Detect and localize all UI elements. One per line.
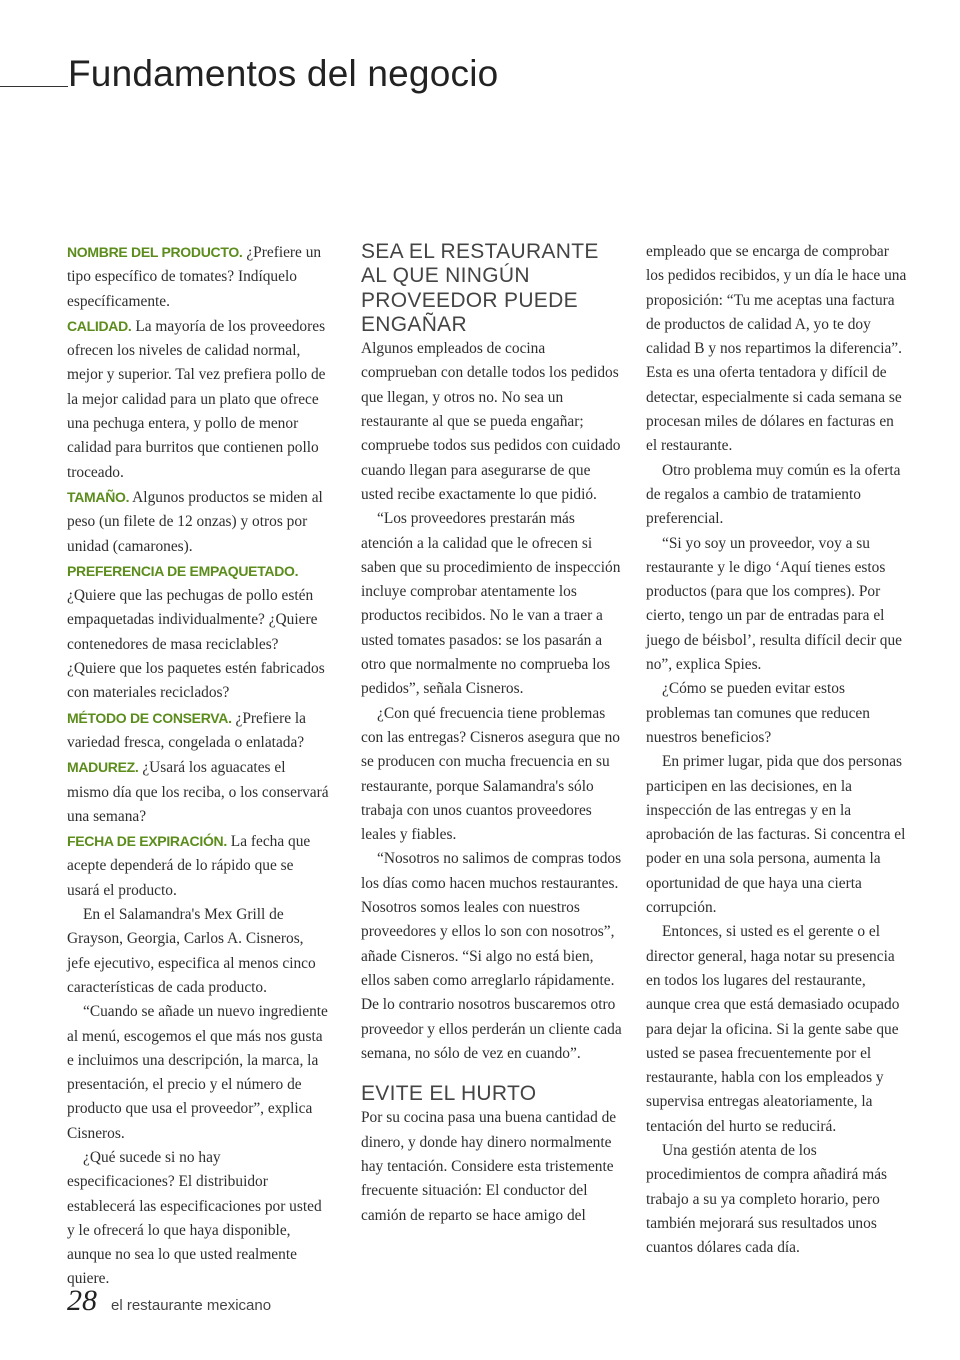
subheading-hurto: EVITE EL HURTO bbox=[361, 1082, 537, 1106]
spec-text: ¿Prefiere la variedad fresca, congelada o enlatada? bbox=[67, 709, 307, 751]
spec-text: ¿Quiere que las pechugas de pollo estén empaquetadas individualmente? ¿Quiere contenedores de masa reciclables? ¿Quiere que los paquetes estén fabricados con materiales reciclados? bbox=[67, 587, 325, 702]
spec-text: La fecha que acepte dependerá de lo rápido que se usará el producto. bbox=[67, 833, 311, 899]
spec-keyword: MADUREZ. bbox=[67, 759, 139, 776]
spec-text: ¿Prefiere un tipo específico de tomates? Indíquelo específicamente. bbox=[67, 244, 322, 310]
spec-keyword: NOMBRE DEL PRODUCTO. bbox=[67, 244, 243, 260]
body-paragraph: Por su cocina pasa una buena cantidad de dinero, y donde hay dinero normalmente hay tentación. Considere esta tristemente frecuente situación: El conductor del camión de reparto se hace amigo del bbox=[361, 1109, 617, 1224]
body-paragraph: ¿Qué sucede si no hay especificaciones? El distribuidor establecerá las especificaciones por usted y le ofrecerá lo que haya disponible, aunque no sea lo que usted realmente quiere. bbox=[67, 1148, 322, 1288]
spec-keyword: FECHA DE EXPIRACIÓN. bbox=[67, 833, 227, 850]
body-paragraph: ¿Cómo se pueden evitar estos problemas tan comunes que reducen nuestros beneficios? bbox=[646, 680, 870, 746]
spec-text: Algunos productos se miden al peso (un filete de 12 onzas) y otros por unidad (camarones). bbox=[67, 488, 323, 555]
spec-keyword: PREFERENCIA DE EMPAQUETADO. bbox=[67, 562, 299, 579]
body-paragraph: Algunos empleados de cocina comprueban con detalle todos los pedidos que llegan, y otros no. No sea un restaurante al que se pueda engañar; compruebe todos sus pedidos con cuidado cuando llegan para asegurarse de que usted recibe exactamente lo que pidió. bbox=[361, 340, 621, 503]
subheading-proveedor: SEA EL RESTAURANTE AL QUE NINGÚN PROVEEDOR PUEDE ENGAÑAR bbox=[361, 240, 599, 336]
body-paragraph: En el Salamandra's Mex Grill de Grayson, Georgia, Carlos A. Cisneros, jefe ejecutivo, especifica al menos cinco características de cada producto. bbox=[67, 906, 316, 996]
body-paragraph: Entonces, si usted es el gerente o el director general, haga notar su presencia en todos los lugares del restaurante, aunque crea que está demasiado ocupado para dejar la oficina. Si la gente sabe que usted se pasea frecuentemente por el restaurante, habla con los empleados y supervisa entregas aleatoriamente, la tentación del hurto se reducirá. bbox=[646, 923, 900, 1135]
spec-text: La mayoría de los proveedores ofrecen los niveles de calidad normal, mejor y superior. Tal vez prefiera pollo de la mejor calidad para un plato que ofrece una pechuga entera, y pollo de menor calidad para burritos que contienen pollo troceado. bbox=[67, 317, 326, 481]
spec-item bbox=[67, 314, 329, 485]
spec-keyword: MÉTODO DE CONSERVA. bbox=[67, 709, 232, 726]
body-paragraph: “Cuando se añade un nuevo ingrediente al menú, escogemos el que más nos gusta e incluimos una descripción, la marca, la presentación, el precio y el número de producto que usa el proveedor”, explica Cisneros. bbox=[67, 1003, 328, 1142]
spec-keyword: TAMAÑO. bbox=[67, 488, 130, 505]
spec-item bbox=[67, 829, 329, 903]
column-2 bbox=[361, 240, 625, 1228]
spec-item bbox=[67, 485, 329, 559]
spec-item bbox=[67, 706, 329, 756]
publication-name: el restaurante mexicano bbox=[111, 1297, 272, 1314]
spec-item bbox=[67, 240, 329, 314]
body-paragraph: empleado que se encarga de comprobar los pedidos recibidos, y un día le hace una proposición: “Tu me aceptas una factura de productos de calidad A, yo te doy calidad B y nos repartimos la diferencia”. Esta es una oferta tentadora y difícil de detectar, especialmente si cada semana se procesan miles de dólares en facturas en el restaurante. bbox=[646, 243, 907, 455]
section-title: Fundamentos del negocio bbox=[68, 53, 499, 94]
body-paragraph: “Los proveedores prestarán más atención a la calidad que le ofrecen si saben que su procedimiento de inspección incluye comprobar atentamente los productos recibidos. No le van a traer a usted tomates pasados: se los pasarán a otro que normalmente no comprueba los pedidos”, señala Cisneros. bbox=[361, 510, 621, 698]
body-paragraph: “Nosotros no salimos de compras todos los días como hacen muchos restaurantes. Nosotros somos leales con nuestros proveedores y ellos lo son con nosotros”, añade Cisneros. “Si algo no está bien, ellos saben como arreglarlo rápidamente. De lo contrario nosotros buscaremos otro proveedor y ellos perderán un cliente cada semana, no sólo de vez en cuando”. bbox=[361, 850, 622, 1062]
body-paragraph: ¿Con qué frecuencia tiene problemas con las entregas? Cisneros asegura que no se producen con mucha frecuencia en su restaurante, porque Salamandra's sólo trabaja con unos cuantos proveedores leales y fiables. bbox=[361, 704, 620, 844]
page-number: 28 bbox=[67, 1284, 97, 1317]
body-paragraph: Otro problema muy común es la oferta de regalos a cambio de tratamiento preferencial. bbox=[646, 461, 901, 528]
column-1 bbox=[67, 240, 329, 1292]
spec-text: ¿Usará los aguacates el mismo día que los reciba, o los conservará una semana? bbox=[67, 759, 329, 825]
body-paragraph: Una gestión atenta de los procedimientos de compra añadirá más trabajo a su ya completo horario, pero también mejorará sus resultados unos cuantos dólares cada día. bbox=[646, 1141, 888, 1257]
spec-item bbox=[67, 755, 329, 829]
spec-item bbox=[67, 559, 329, 706]
body-paragraph: “Si yo soy un proveedor, voy a su restaurante y le digo ‘Aquí tienes estos productos (para que los compres). Por cierto, tengo un par de entradas para el juego de béisbol’, resulta difícil decir que no”, explica Spies. bbox=[646, 534, 902, 674]
page-footer bbox=[67, 1284, 271, 1318]
column-3 bbox=[646, 240, 908, 1260]
spec-keyword: CALIDAD. bbox=[67, 317, 132, 334]
body-paragraph: En primer lugar, pida que dos personas participen en las decisiones, en la inspección de las entregas y en la aprobación de las facturas. Si concentra el poder en una sola persona, aumenta la oportunidad de que haya una cierta corrupción. bbox=[646, 753, 906, 917]
